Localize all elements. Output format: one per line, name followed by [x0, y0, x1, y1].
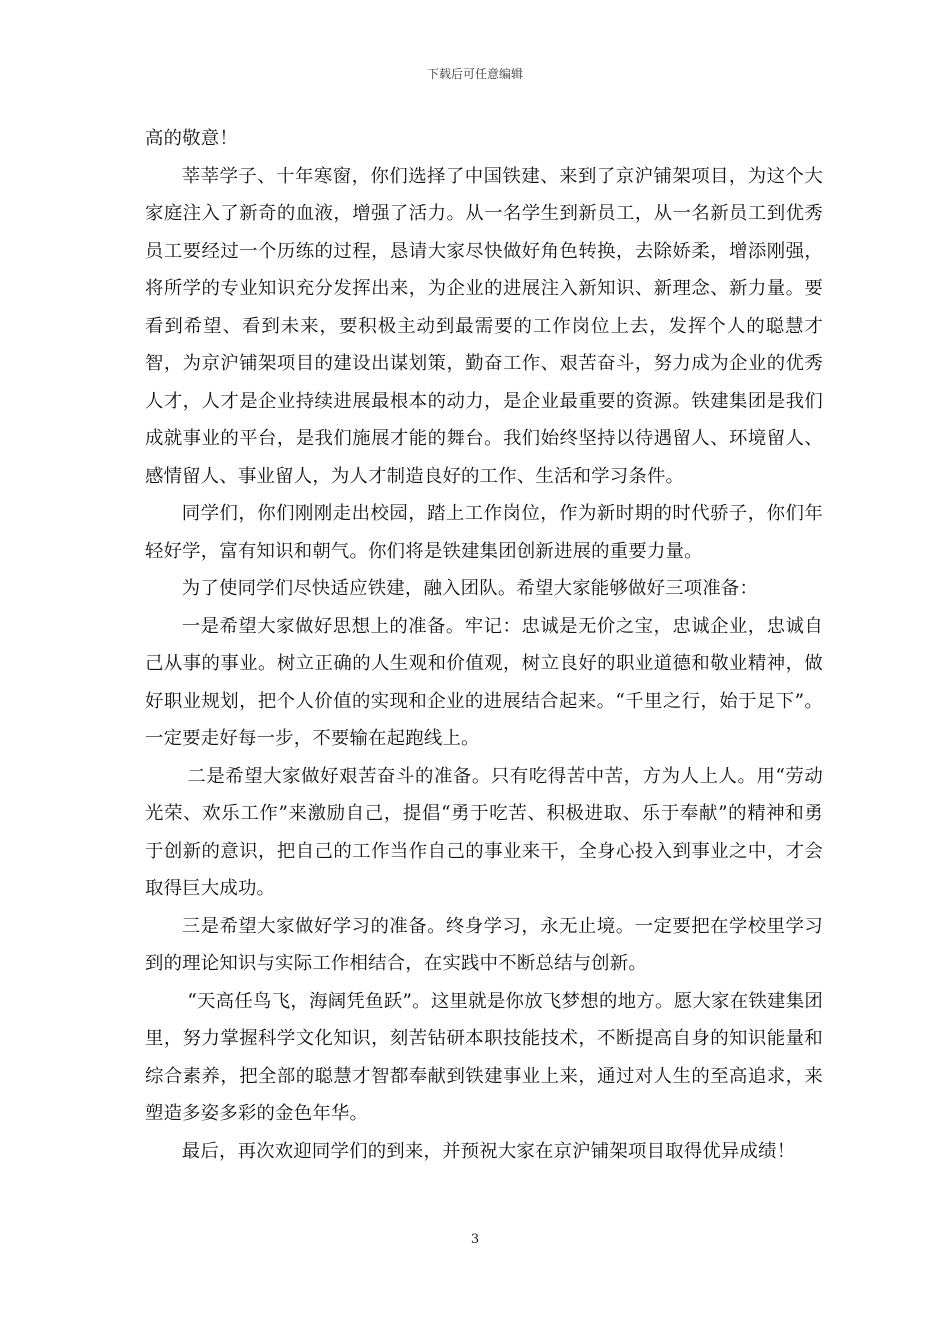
paragraph-6: 二是希望大家做好艰苦奋斗的准备。只有吃得苦中苦，方为人上人。用“劳动光荣、欢乐工作”来激励自己，提倡“勇于吃苦、积极进取、乐于奉献”的精神和勇于创新的意识，把自己的工作当作自己的事业来干，全身心投入到事业之中，才会取得巨大成功。 [145, 765, 823, 899]
page-number: 3 [470, 1232, 480, 1247]
paragraph-2: 莘莘学子、十年寒窗，你们选择了中国铁建、来到了京沪铺架项目，为这个大家庭注入了新奇的血液，增强了活力。从一名学生到新员工，从一名新员工到优秀员工要经过一个历练的过程，恳请大家尽快做好角色转换，去除娇柔，增添刚强，将所学的专业知识充分发挥出来，为企业的进展注入新知识、新理念、新力量。要看到希望、看到未来，要积极主动到最需要的工作岗位上去，发挥个人的聪慧才智，为京沪铺架项目的建设出谋划策，勤奋工作、艰苦奋斗，努力成为企业的优秀人才，人才是企业持续进展最根本的动力，是企业最重要的资源。铁建集团是我们成就事业的平台，是我们施展才能的舞台。我们始终坚持以待遇留人、环境留人、感情留人、事业留人，为人才制造良好的工作、生活和学习条件。 [145, 165, 823, 487]
page-header: 下载后可任意编辑 [426, 67, 523, 81]
paragraph-1: 高的敬意！ [145, 128, 238, 149]
document-body [145, 120, 823, 1170]
paragraph-9: 最后，再次欢迎同学们的到来，并预祝大家在京沪铺架项目取得优异成绩！ [181, 1140, 796, 1162]
paragraph-3: 同学们，你们刚刚走出校园，踏上工作岗位，作为新时期的时代骄子，你们年轻好学，富有知识和朝气。你们将是铁建集团创新进展的重要力量。 [145, 503, 823, 562]
paragraph-4: 为了使同学们尽快适应铁建，融入团队。希望大家能够做好三项准备： [181, 578, 759, 599]
paragraph-7: 三是希望大家做好学习的准备。终身学习，永无止境。一定要把在学校里学习到的理论知识与实际工作相结合，在实践中不断总结与创新。 [145, 915, 823, 974]
paragraph-5: 一是希望大家做好思想上的准备。牢记：忠诚是无价之宝，忠诚企业，忠诚自己从事的事业。树立正确的人生观和价值观，树立良好的职业道德和敬业精神，做好职业规划，把个人价值的实现和企业的进展结合起来。“千里之行，始于足下”。一定要走好每一步，不要输在起跑线上。 [145, 615, 823, 749]
paragraph-8: “天高任鸟飞，海阔凭鱼跃”。这里就是你放飞梦想的地方。愿大家在铁建集团里，努力掌握科学文化知识，刻苦钻研本职技能技术，不断提高自身的知识能量和综合素养，把全部的聪慧才智都奉献到铁建事业上来，通过对人生的至高追求，来塑造多姿多彩的金色年华。 [145, 990, 823, 1124]
